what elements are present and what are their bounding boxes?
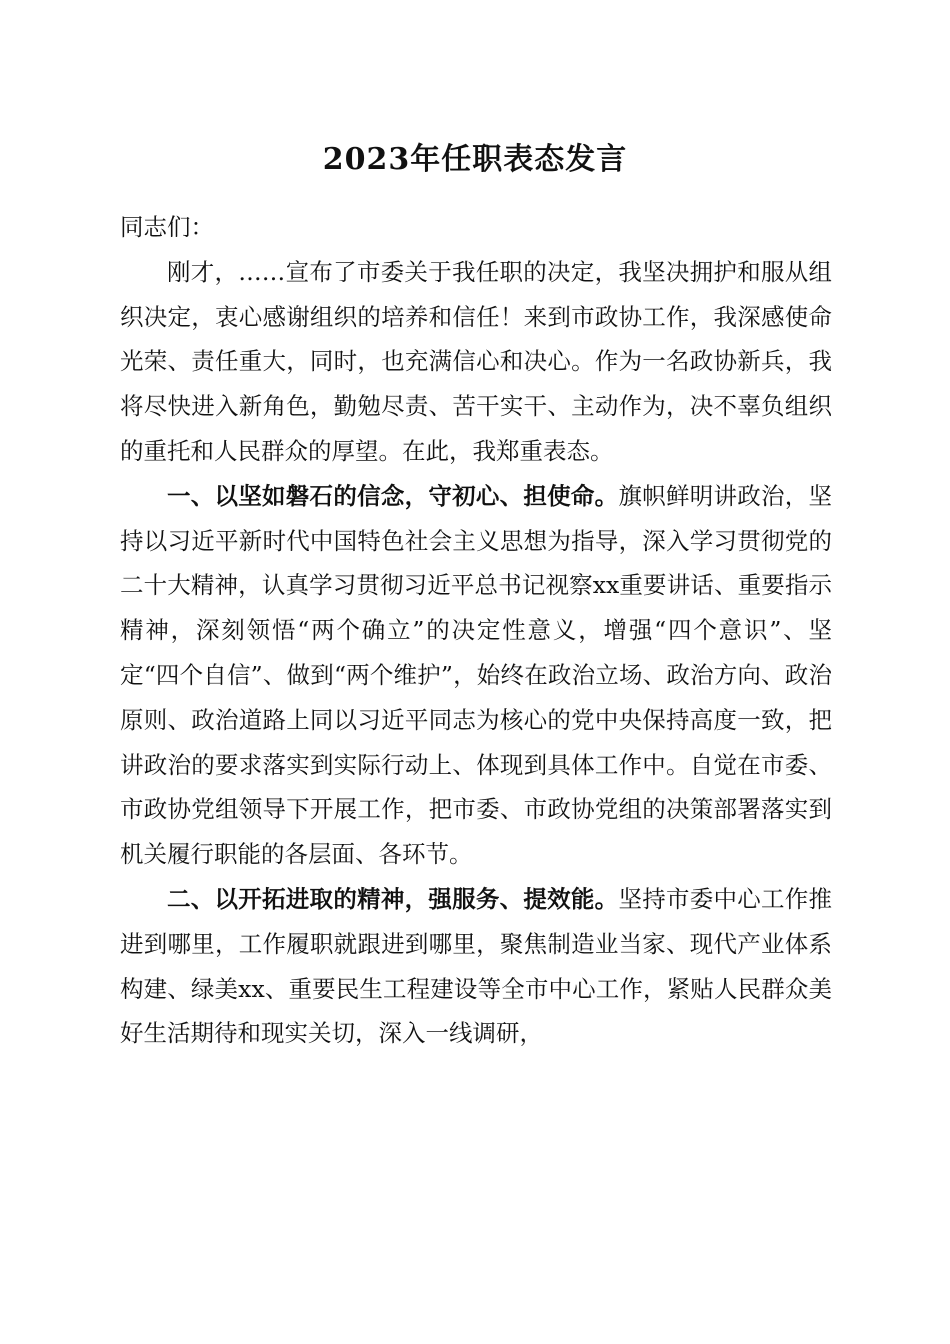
salutation: 同志们： xyxy=(120,213,214,241)
section-paragraph-2 xyxy=(120,877,832,1056)
document-title: 2023年任职表态发言 xyxy=(322,142,628,177)
section-text-2: 坚持市委中心工作推进到哪里，工作履职就跟进到哪里，聚焦制造业当家、现代产业体系构建、绿美xx、重要民生工程建设等全市中心工作，紧贴人民群众美好生活期待和现实关切，深入一线调研， xyxy=(120,884,833,1048)
intro-paragraph: 刚才，……宣布了市委关于我任职的决定，我坚决拥护和服从组织决定，衷心感谢组织的培养和信任！来到市政协工作，我深感使命光荣、责任重大，同时，也充满信心和决心。作为一名政协新兵，我将尽快进入新角色，勤勉尽责、苦干实干、主动作为，决不辜负组织的重托和人民群众的厚望。在此，我郑重表态。 xyxy=(120,257,832,465)
document-body xyxy=(120,205,832,1056)
section-heading-2: 二、以开拓进取的精神，强服务、提效能。 xyxy=(167,884,619,913)
section-text-1: 旗帜鲜明讲政治，坚持以习近平新时代中国特色社会主义思想为指导，深入学习贯彻党的二十大精神，认真学习贯彻习近平总书记视察xx重要讲话、重要指示精神，深刻领悟“两个确立”的决定性意义，增强“四个意识”、坚定“四个自信”、做到“两个维护”，始终在政治立场、政治方向、政治原则、政治道路上同以习近平同志为核心的党中央保持高度一致，把讲政治的要求落实到实际行动上、体现到具体工作中。自觉在市委、市政协党组领导下开展工作，把市委、市政协党组的决策部署落实到机关履行职能的各层面、各环节。 xyxy=(120,481,833,869)
section-heading-1: 一、以坚如磐石的信念，守初心、担使命。 xyxy=(167,481,619,510)
section-paragraph-1 xyxy=(120,474,832,877)
